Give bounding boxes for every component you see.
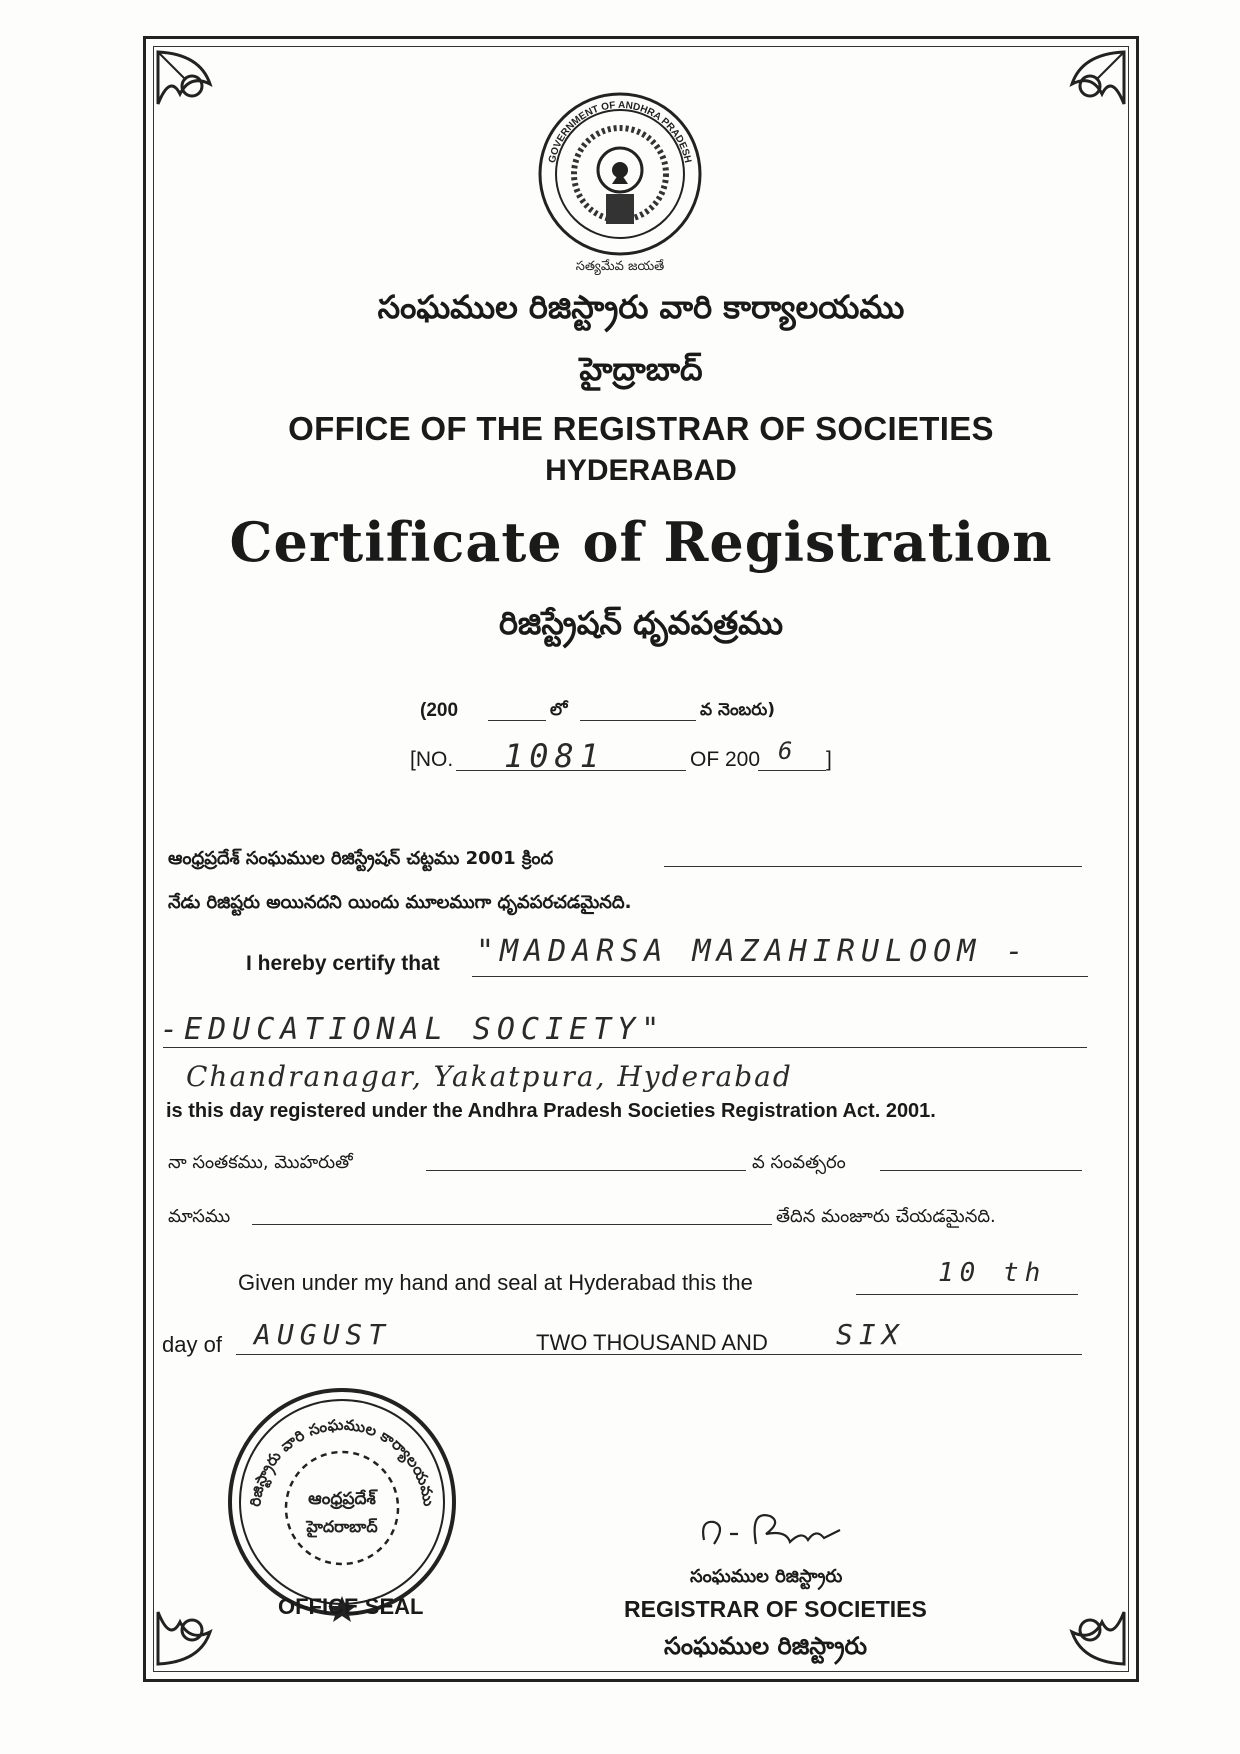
corner-ornament-top-left [150, 44, 250, 144]
signature-underline [426, 1170, 746, 1171]
city-telugu: హైద్రాబాద్ [579, 350, 703, 388]
given-day: 10 th [938, 1258, 1047, 1288]
registration-number: 1081 [504, 737, 606, 775]
corner-ornament-bottom-right [1032, 1572, 1132, 1672]
given-day-underline [856, 1294, 1078, 1295]
number-blank [580, 720, 696, 721]
svg-text:హైదరాబాద్: హైదరాబాద్ [306, 1517, 378, 1536]
svg-text:GOVERNMENT OF ANDHRA PRADESH: GOVERNMENT OF ANDHRA PRADESH [546, 99, 694, 165]
of-year-label: OF 200 [690, 748, 761, 771]
year-label-underline [880, 1170, 1082, 1171]
telugu-act-line: ఆంధ్రప్రదేశ్ సంఘముల రిజిస్ట్రేషన్ చట్టము 2001 క్రింద [168, 848, 554, 869]
certificate-title-telugu: రిజిస్ట్రేషన్ ధృవపత్రము [498, 604, 784, 642]
telugu-sanction-label: తేదిన మంజూరు చేయడమైనది. [776, 1206, 996, 1227]
office-seal-label: OFFICE SEAL [278, 1594, 424, 1619]
month-value: AUGUST [254, 1318, 392, 1351]
year-digit: 6 [778, 737, 799, 765]
registrar-english: REGISTRAR OF SOCIETIES [624, 1596, 927, 1622]
year-words-label: TWO THOUSAND AND [536, 1330, 768, 1355]
certify-label: I hereby certify that [246, 952, 440, 975]
registered-statement: is this day registered under the Andhra Pradesh Societies Registration Act. 2001. [166, 1100, 936, 1122]
number-year-blank [488, 720, 546, 721]
number-close-bracket: ] [826, 748, 832, 771]
year-underline [758, 770, 826, 771]
telugu-year-label: వ సంవత్సరం [752, 1152, 846, 1173]
office-title-telugu: సంఘముల రిజిస్ట్రారు వారి కార్యాలయము [377, 288, 905, 326]
act-line-underline [664, 866, 1082, 867]
telugu-number-suffix: వ నెంబరు) [700, 700, 776, 720]
day-of-label: day of [162, 1332, 222, 1357]
society-name-underline-1 [472, 976, 1088, 977]
society-name-line-2: -EDUCATIONAL SOCIETY" [160, 1012, 666, 1047]
corner-ornament-top-right [1032, 44, 1132, 144]
registrar-telugu: సంఘముల రిజిస్ట్రారు [690, 1566, 843, 1587]
city-title: HYDERABAD [545, 454, 737, 487]
registrar-stamp-telugu: సంఘముల రిజిస్ట్రారు [664, 1632, 868, 1660]
telugu-month-label: మాసము [168, 1206, 231, 1227]
telugu-number-prefix: (200 [420, 700, 459, 721]
given-label: Given under my hand and seal at Hyderabad this the [238, 1270, 753, 1295]
government-emblem [524, 84, 716, 276]
telugu-number-mid: లో [550, 700, 568, 720]
svg-text:రిజిస్ట్రారు వారి సంఘముల కార్య: రిజిస్ట్రారు వారి సంఘముల కార్యాలయము [246, 1415, 439, 1508]
certificate-title: Certificate of Registration [229, 510, 1053, 574]
svg-text:ఆంధ్రప్రదేశ్: ఆంధ్రప్రదేశ్ [308, 1489, 376, 1509]
society-name-line-1: "MADARSA MAZAHIRULOOM - [476, 934, 1030, 969]
registrar-signature [690, 1500, 900, 1560]
year-words-value: SIX [836, 1318, 905, 1351]
number-label: [NO. [410, 748, 454, 771]
telugu-certified-line: నేడు రిజిష్టరు అయినదని యిందు మూలముగా ధృవపరచడమైనది. [168, 892, 632, 913]
society-name-underline-2 [163, 1047, 1087, 1048]
svg-text:సత్యమేవ జయతే: సత్యమేవ జయతే [575, 259, 665, 274]
office-title: OFFICE OF THE REGISTRAR OF SOCIETIES [288, 410, 994, 447]
month-label-underline [252, 1224, 772, 1225]
society-address: Chandranagar, Yakatpura, Hyderabad [186, 1060, 793, 1093]
telugu-signature-label: నా సంతకము, మొహరుతో [168, 1152, 353, 1173]
office-seal [222, 1382, 462, 1622]
